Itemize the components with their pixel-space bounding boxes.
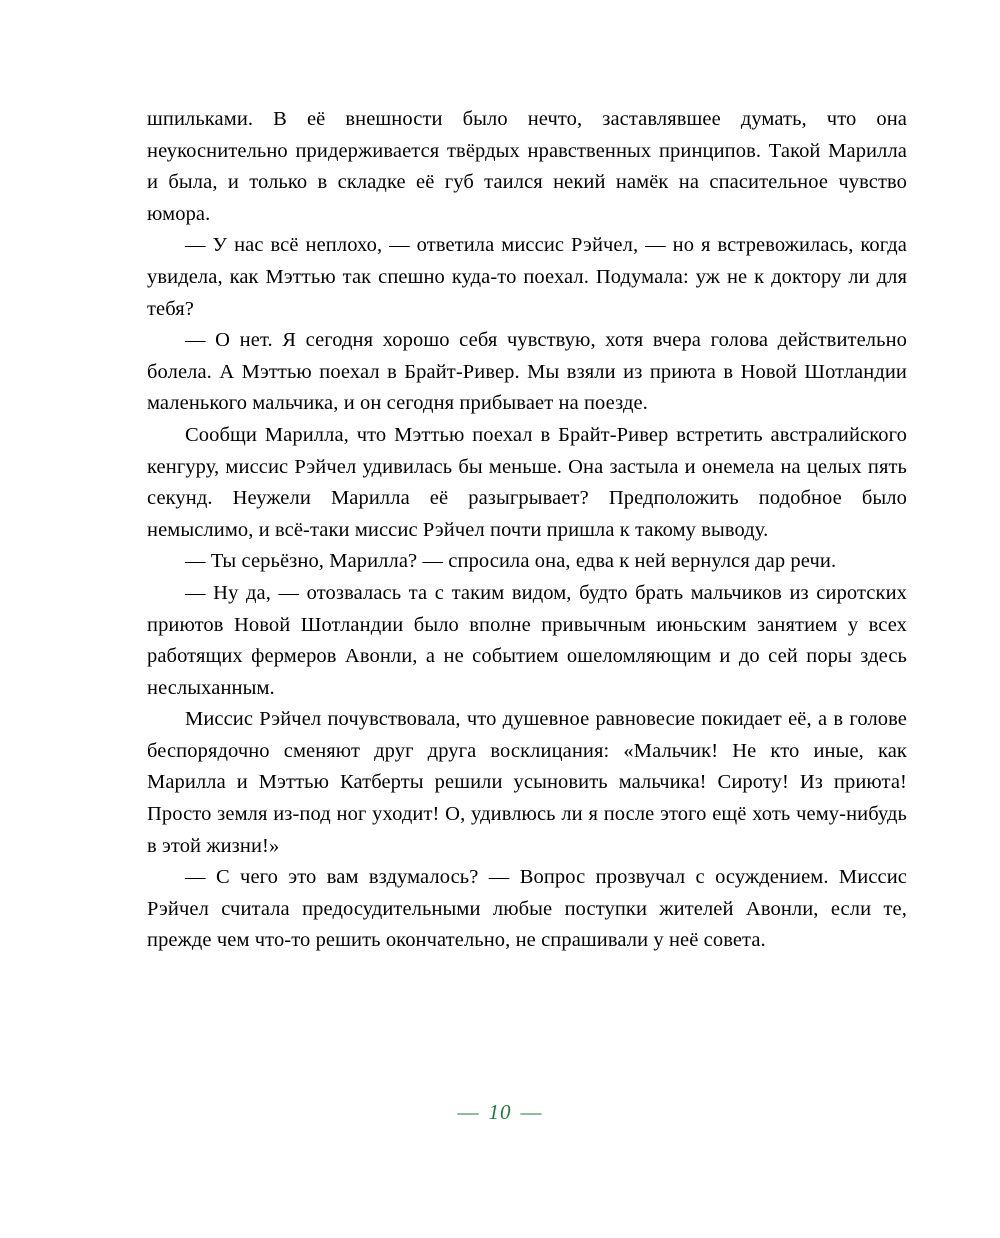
page-number	[449, 1100, 552, 1125]
paragraph: — Ну да, — отозвалась та с таким видом, будто брать мальчиков из сиротских приютов Новой Шотландии было вполне привычным июньским занятием у всех работящих фермеров Авонли, а не событием ошеломляющим и до сей поры здесь неслыханным.	[147, 581, 907, 699]
folio-dash-right: —	[520, 1100, 543, 1124]
paragraph: Миссис Рэйчел почувствовала, что душевное равновесие покидает её, а в голове беспорядочно сменяют друг друга восклицания: «Мальчик! Не кто иные, как Марилла и Мэттью Катберты решили усыновить мальчика! Сироту! Из приюта! Просто земля из-под ног уходит! О, удивлюсь ли я после этого ещё хоть чему-нибудь в этой жизни!»	[147, 708, 907, 857]
page-footer	[0, 1100, 1000, 1125]
paragraph: Сообщи Марилла, что Мэттью поехал в Брайт-Ривер встретить австралийского кенгуру, миссис Рэйчел удивилась бы меньше. Она застыла и онемела на целых пять секунд. Неужели Марилла её разыгрывает? Предположить подобное было немыслимо, и всё-таки миссис Рэйчел почти пришла к такому выводу.	[147, 423, 907, 541]
body-text	[147, 104, 907, 957]
paragraph: — С чего это вам вздумалось? — Вопрос прозвучал с осуждением. Миссис Рэйчел считала предосудительными любые поступки жителей Авонли, если те, прежде чем что-то решить окончательно, не спрашивали у неё совета.	[147, 866, 907, 952]
paragraph: — У нас всё неплохо, — ответила миссис Рэйчел, — но я встревожилась, когда увидела, как Мэттью так спешно куда-то поехал. Подумала: уж не к доктору ли для тебя?	[147, 234, 907, 320]
paragraph: шпильками. В её внешности было нечто, заставлявшее думать, что она неукоснительно придерживается твёрдых нравственных принципов. Такой Марилла и была, и только в складке её губ таился некий намёк на спасительное чувство юмора.	[147, 108, 907, 225]
paragraph: — Ты серьёзно, Марилла? — спросила она, едва к ней вернулся дар речи.	[185, 550, 837, 573]
folio-dash-left: —	[457, 1100, 480, 1124]
paragraph: — О нет. Я сегодня хорошо себя чувствую, хотя вчера голова действительно болела. А Мэттью поехал в Брайт-Ривер. Мы взяли из приюта в Новой Шотландии маленького мальчика, и он сегодня прибывает на поезде.	[147, 329, 907, 415]
folio-number: 10	[488, 1100, 512, 1124]
